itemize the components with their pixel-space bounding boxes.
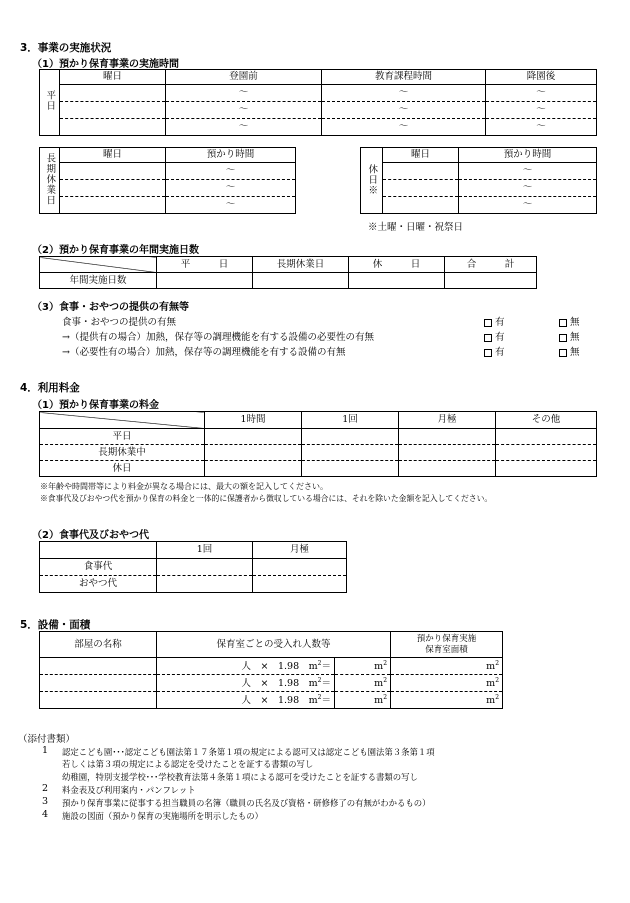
header-holiday: 休 日	[349, 257, 445, 273]
room-name-cell[interactable]	[40, 675, 157, 692]
weekday-label: 平日	[40, 70, 60, 136]
fee-cell[interactable]	[302, 429, 399, 445]
time-cell[interactable]: ～	[322, 85, 486, 102]
header-other: その他	[496, 412, 597, 429]
fee-cell[interactable]	[253, 559, 347, 576]
row-label-annual-days: 年間実施日数	[40, 273, 157, 289]
day-cell[interactable]	[60, 119, 166, 136]
attachment-line: 施設の図面（預かり保育の実施場所を明示したもの）	[62, 811, 263, 821]
header-1-hour: 1時間	[205, 412, 302, 429]
time-cell[interactable]: ～	[486, 85, 597, 102]
fee-cell[interactable]	[496, 461, 597, 477]
day-cell[interactable]	[383, 163, 459, 180]
capacity-cell[interactable]: 人 × 1.98 $m^2=$	[157, 692, 335, 709]
time-cell[interactable]: ～	[459, 180, 597, 197]
header-area: 預かり保育実施 保育室面積	[391, 632, 503, 658]
section-3-title: 3．事業の実施状況	[20, 42, 112, 54]
time-cell[interactable]: ～	[166, 163, 296, 180]
section-5-title: 5．設備・面積	[20, 619, 91, 631]
childcare-area-cell[interactable]: $m^2$	[391, 658, 503, 675]
capacity-cell[interactable]: 人 × 1.98 $m^2=$	[157, 675, 335, 692]
day-cell[interactable]	[383, 180, 459, 197]
header-long-break: 長期休業日	[253, 257, 349, 273]
cooking-equipment-question: →（必要性有の場合）加熱，保存等の調理機能を有する設備の有無	[62, 347, 346, 358]
fee-cell[interactable]	[399, 429, 496, 445]
section-4-title: 4．利用料金	[20, 382, 80, 394]
fee-cell[interactable]	[399, 445, 496, 461]
row-label-snack: おやつ代	[40, 576, 157, 593]
fee-cell[interactable]	[253, 576, 347, 593]
attachment-number: 3	[42, 796, 49, 807]
schedule-weekday-table	[39, 69, 597, 136]
time-cell[interactable]: ～	[486, 119, 597, 136]
room-name-cell[interactable]	[40, 692, 157, 709]
attachments-title: （添付書類）	[18, 734, 76, 745]
fee-cell[interactable]	[157, 576, 253, 593]
yes-checkbox[interactable]: 有	[484, 329, 505, 343]
yes-checkbox[interactable]: 有	[484, 314, 505, 328]
day-cell[interactable]	[60, 102, 166, 119]
fee-cell[interactable]	[205, 429, 302, 445]
header-weekday: 平 日	[157, 257, 253, 273]
no-checkbox[interactable]: 無	[559, 314, 580, 328]
fee-cell[interactable]	[205, 461, 302, 477]
fee-cell[interactable]	[399, 461, 496, 477]
yes-checkbox[interactable]: 有	[484, 344, 505, 358]
fee-table	[39, 411, 597, 477]
capacity-cell[interactable]: 人 × 1.98 $m^2=$	[157, 658, 335, 675]
total-days-cell[interactable]	[445, 273, 537, 289]
facility-table	[39, 631, 503, 709]
header-day: 曜日	[60, 70, 166, 85]
time-cell[interactable]: ～	[322, 102, 486, 119]
header-monthly: 月極	[253, 542, 347, 559]
schedule-long-break-table	[39, 147, 296, 214]
attachment-line: 幼稚園，特別支援学校･･･学校教育法第４条第１項による認可を受けたことを証する書類の写し	[62, 772, 418, 782]
attachment-line: 料金表及び利用案内・パンフレット	[62, 785, 196, 795]
time-cell[interactable]: ～	[166, 180, 296, 197]
header-hours: 預かり時間	[459, 148, 597, 163]
fee-cell[interactable]	[302, 461, 399, 477]
day-cell[interactable]	[60, 163, 166, 180]
header-room-name: 部屋の名称	[40, 632, 157, 658]
fee-note-1: ※年齢や時間帯等により料金が異なる場合には、最大の額を記入してください。	[40, 482, 328, 491]
long-break-label: 長期休業日	[40, 148, 60, 214]
time-cell[interactable]: ～	[459, 163, 597, 180]
header-after: 降園後	[486, 70, 597, 85]
attachment-number: 1	[42, 745, 49, 756]
fee-note-2: ※食事代及びおやつ代を預かり保育の料金と一体的に保護者から徴収している場合には、それを除いた金額を記入してください。	[40, 494, 493, 503]
blank-header	[40, 542, 157, 559]
row-label-meal: 食事代	[40, 559, 157, 576]
day-cell[interactable]	[60, 85, 166, 102]
no-checkbox[interactable]: 無	[559, 344, 580, 358]
section-3-3-title: （3）食事・おやつの提供の有無等	[32, 302, 189, 313]
attachment-number: 4	[42, 809, 49, 820]
area-cell[interactable]: $m^2$	[335, 658, 391, 675]
attachment-number: 2	[42, 783, 49, 794]
header-1-time: 1回	[157, 542, 253, 559]
time-cell[interactable]: ～	[322, 119, 486, 136]
childcare-area-cell[interactable]: $m^2$	[391, 692, 503, 709]
time-cell[interactable]: ～	[166, 119, 322, 136]
header-curriculum: 教育課程時間	[322, 70, 486, 85]
childcare-area-cell[interactable]: $m^2$	[391, 675, 503, 692]
area-cell[interactable]: $m^2$	[335, 675, 391, 692]
holiday-label: 休日※	[361, 148, 383, 214]
header-day: 曜日	[383, 148, 459, 163]
holiday-days-cell[interactable]	[349, 273, 445, 289]
time-cell[interactable]: ～	[166, 85, 322, 102]
diagonal-cell	[40, 257, 157, 273]
section-4-2-title: （2）食事代及びおやつ代	[32, 530, 149, 541]
header-total: 合 計	[445, 257, 537, 273]
attachment-line: 認定こども園･･･認定こども園法第１７条第１項の規定による認可又は認定こども園法第３条第１項	[62, 747, 435, 757]
header-capacity: 保育室ごとの受入れ人数等	[157, 632, 391, 658]
meal-provision-question: 食事・おやつの提供の有無	[62, 317, 177, 328]
room-name-cell[interactable]	[40, 658, 157, 675]
cooking-need-question: →（提供有の場合）加熱，保存等の調理機能を有する設備の必要性の有無	[62, 332, 374, 343]
meal-fee-table	[39, 541, 347, 593]
fee-cell[interactable]	[157, 559, 253, 576]
fee-cell[interactable]	[302, 445, 399, 461]
row-label-weekday: 平日	[40, 429, 205, 445]
header-1-time: 1回	[302, 412, 399, 429]
area-cell[interactable]: $m^2$	[335, 692, 391, 709]
diagonal-cell	[40, 412, 205, 429]
attachment-line: 若しくは第３項の規定による認定を受けたことを証する書類の写し	[62, 759, 314, 769]
annual-days-table	[39, 256, 537, 289]
day-cell[interactable]	[60, 197, 166, 214]
holiday-note: ※土曜・日曜・祝祭日	[368, 222, 464, 233]
time-cell[interactable]: ～	[459, 197, 597, 214]
header-hours: 預かり時間	[166, 148, 296, 163]
row-label-holiday: 休日	[40, 461, 205, 477]
day-cell[interactable]	[60, 180, 166, 197]
row-label-long-break: 長期休業中	[40, 445, 205, 461]
schedule-holiday-table	[360, 147, 597, 214]
fee-cell[interactable]	[496, 429, 597, 445]
fee-cell[interactable]	[496, 445, 597, 461]
section-3-2-title: （2）預かり保育事業の年間実施日数	[32, 245, 199, 256]
section-3-1-title: （1）預かり保育事業の実施時間	[32, 59, 179, 70]
no-checkbox[interactable]: 無	[559, 329, 580, 343]
weekday-days-cell[interactable]	[157, 273, 253, 289]
time-cell[interactable]: ～	[486, 102, 597, 119]
header-before: 登園前	[166, 70, 322, 85]
time-cell[interactable]: ～	[166, 197, 296, 214]
fee-cell[interactable]	[205, 445, 302, 461]
header-monthly: 月極	[399, 412, 496, 429]
long-break-days-cell[interactable]	[253, 273, 349, 289]
attachment-line: 預かり保育事業に従事する担当職員の名簿（職員の氏名及び資格・研修修了の有無がわかるもの）	[62, 798, 431, 808]
section-4-1-title: （1）預かり保育事業の料金	[32, 400, 159, 411]
day-cell[interactable]	[383, 197, 459, 214]
time-cell[interactable]: ～	[166, 102, 322, 119]
header-day: 曜日	[60, 148, 166, 163]
